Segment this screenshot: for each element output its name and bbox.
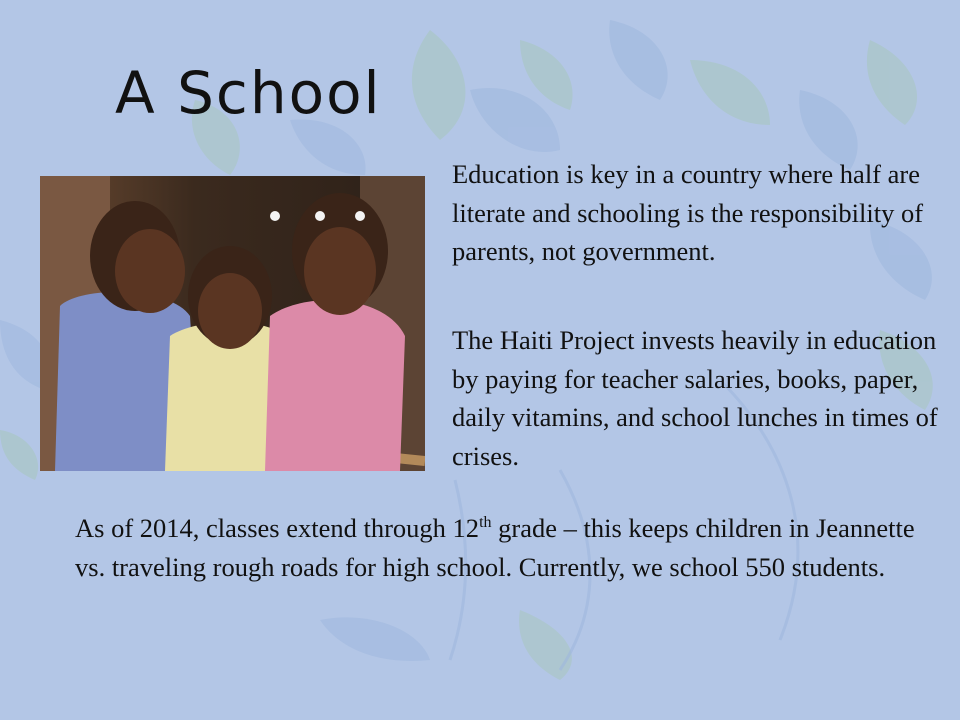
paragraph-grade-text-end: grade – this keeps children in Jeannette vs. traveling rough roads for high school. Currently, we school 550 students. bbox=[75, 513, 915, 582]
children-photo bbox=[40, 176, 425, 471]
paragraph-grade-extension bbox=[75, 509, 935, 586]
paragraph-grade-text-start: As of 2014, classes extend through 12 bbox=[75, 513, 480, 543]
slide-title: A School bbox=[115, 59, 382, 127]
paragraph-investment: The Haiti Project invests heavily in education by paying for teacher salaries, books, paper, daily vitamins, and school lunches in times of crises. bbox=[452, 325, 938, 471]
paragraph-education-key: Education is key in a country where half are literate and schooling is the responsibility of parents, not government. bbox=[452, 159, 924, 266]
superscript-th: th bbox=[479, 514, 492, 531]
